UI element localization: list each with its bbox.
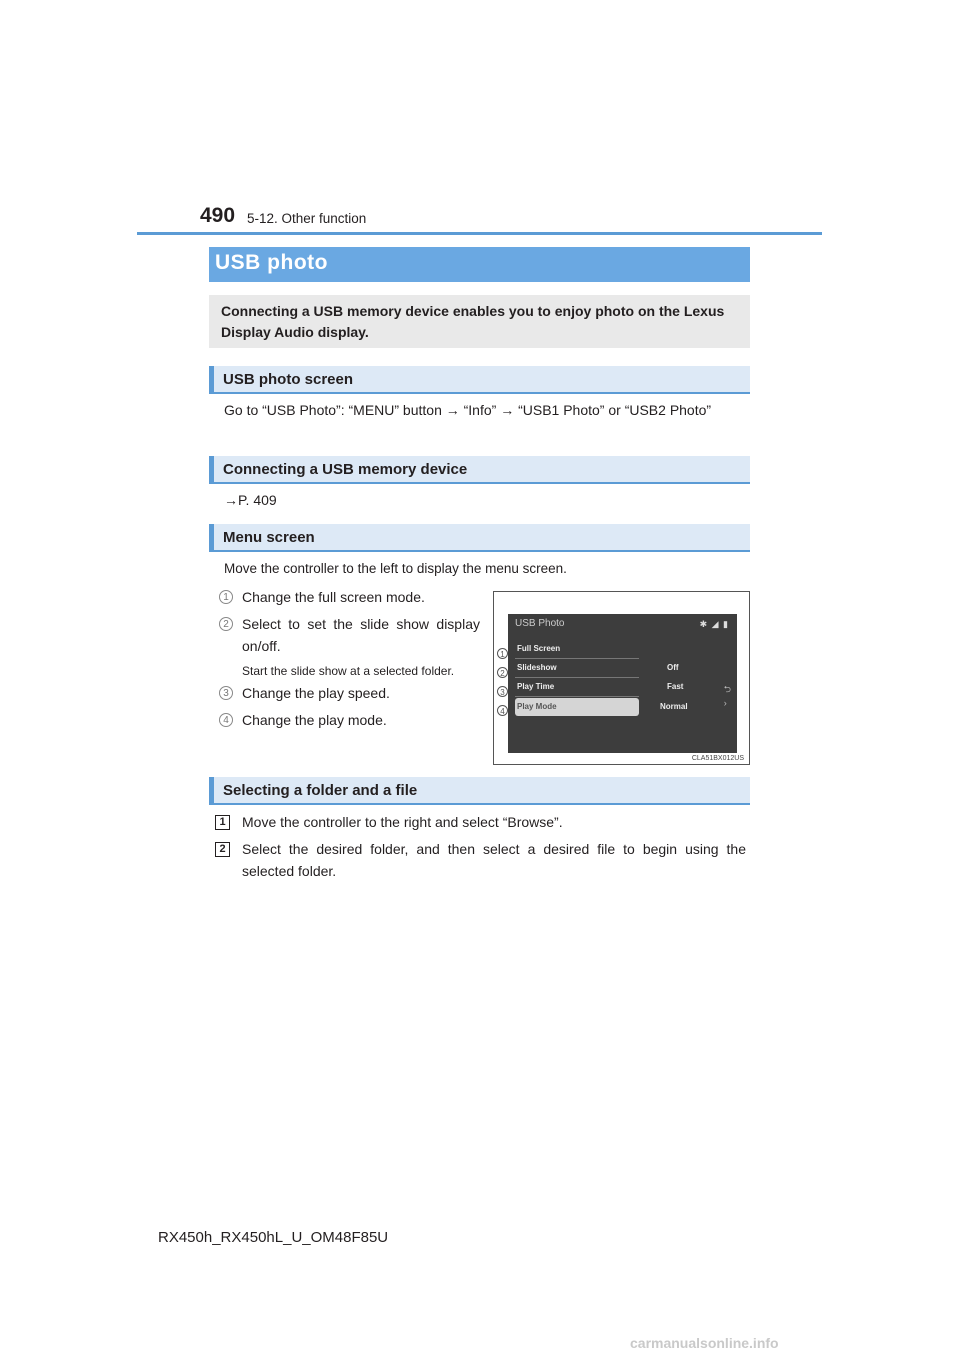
screen-row-label: Slideshow bbox=[517, 663, 557, 672]
usb-photo-screen-text: Go to “USB Photo”: “MENU” button → “Info” → “USB1 Photo” or “USB2 Photo” bbox=[224, 402, 712, 418]
header-divider bbox=[137, 232, 822, 235]
screen-title: USB Photo bbox=[515, 618, 565, 629]
subheading-text: Menu screen bbox=[223, 529, 315, 546]
subheading-usb-photo-screen bbox=[209, 366, 750, 394]
step-number-1: 1 bbox=[215, 815, 230, 830]
page-title: USB photo bbox=[215, 251, 328, 274]
image-code: CLA51BX012US bbox=[691, 755, 744, 762]
step-1-text: Move the controller to the right and select “Browse”. bbox=[242, 814, 563, 830]
screen-row-value: Off bbox=[667, 663, 679, 672]
display-screen bbox=[508, 614, 737, 753]
subheading-connecting bbox=[209, 456, 750, 484]
menu-item-3-text: Change the play speed. bbox=[242, 685, 390, 701]
screen-row-value: Fast bbox=[667, 682, 684, 691]
row-divider bbox=[515, 696, 639, 697]
callout-number-3: 3 bbox=[219, 686, 233, 700]
document-code: RX450h_RX450hL_U_OM48F85U bbox=[158, 1229, 389, 1246]
intro-text: Connecting a USB memory device enables you to enjoy photo on the Lexus Display Audio display. bbox=[221, 303, 725, 340]
screen-row-value: Normal bbox=[660, 702, 688, 711]
menu-item-1-text: Change the full screen mode. bbox=[242, 589, 425, 605]
callout-1: 1 bbox=[497, 648, 508, 659]
title-bar bbox=[209, 247, 750, 282]
screen-row-label: Play Time bbox=[517, 682, 555, 691]
watermark: carmanualsonline.info bbox=[630, 1335, 779, 1351]
menu-screen-text: Move the controller to the left to display the menu screen. bbox=[224, 561, 567, 576]
callout-2: 2 bbox=[497, 667, 508, 678]
step-2-text: Select the desired folder, and then select a desired file to begin using the selected folder. bbox=[242, 841, 746, 879]
callout-number-2: 2 bbox=[219, 617, 233, 631]
back-arrow-icon: ⮌ › bbox=[723, 684, 731, 708]
screen-row-label: Full Screen bbox=[517, 644, 561, 653]
subheading-text: USB photo screen bbox=[223, 371, 354, 388]
subheading-text: Connecting a USB memory device bbox=[223, 461, 468, 478]
screen-row-full-screen bbox=[515, 640, 639, 658]
callout-4: 4 bbox=[497, 705, 508, 716]
menu-item-2-text: Select to set the slide show display on/off. bbox=[242, 616, 480, 654]
screen-row-slideshow bbox=[515, 659, 679, 677]
screen-row-play-time bbox=[515, 678, 684, 696]
callout-3: 3 bbox=[497, 686, 508, 697]
screen-row-play-mode bbox=[515, 698, 639, 716]
subheading-text: Selecting a folder and a file bbox=[223, 782, 418, 799]
callout-number-4: 4 bbox=[219, 713, 233, 727]
page-reference-link[interactable]: →P. 409 bbox=[224, 492, 277, 508]
status-icons: ✱ ◢ ▮ bbox=[699, 619, 729, 629]
section-label: 5-12. Other function bbox=[247, 211, 367, 226]
menu-screen-illustration bbox=[493, 591, 750, 765]
callout-number-1: 1 bbox=[219, 590, 233, 604]
menu-item-4-text: Change the play mode. bbox=[242, 712, 387, 728]
menu-item-2-note: Start the slide show at a selected folder. bbox=[242, 664, 455, 678]
step-number-2: 2 bbox=[215, 842, 230, 857]
page-number: 490 bbox=[200, 204, 236, 227]
intro-box bbox=[209, 295, 750, 348]
subheading-menu-screen bbox=[209, 524, 750, 552]
screen-row-label: Play Mode bbox=[517, 702, 557, 711]
subheading-selecting bbox=[209, 777, 750, 805]
